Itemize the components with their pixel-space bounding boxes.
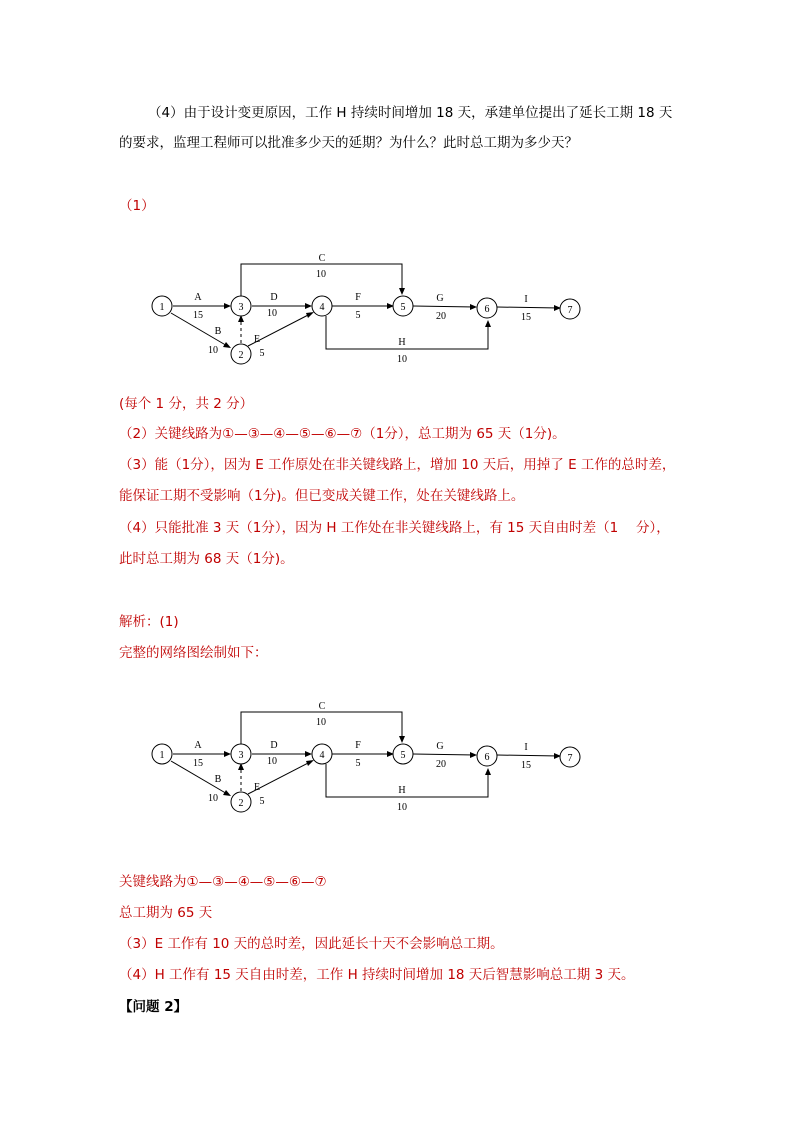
label-b-duration: 10	[208, 345, 218, 356]
label-b-name: B	[214, 774, 222, 785]
svg-text:3: 3	[238, 302, 244, 313]
svg-text:2: 2	[238, 350, 244, 361]
label-g-duration: 20	[436, 759, 446, 770]
question4-line1: （4）由于设计变更原因，工作 H 持续时间增加 18 天，承建单位提出了延长工期 18 天	[148, 105, 673, 121]
node-2	[231, 344, 251, 364]
label-h-name: H	[398, 785, 406, 796]
analysis-answer-3: （3）E 工作有 10 天的总时差，因此延长十天不会影响总工期。	[119, 936, 504, 952]
node-3	[231, 296, 251, 316]
edge-g	[413, 306, 475, 307]
node-1	[152, 296, 172, 316]
label-a-name: A	[194, 292, 202, 303]
answer-4-line1: （4）只能批准 3 天（1分），因为 H 工作处在非关键线路上，有 15 天自由时差（1 分），	[119, 520, 670, 536]
answer-3-line1: （3）能（1分），因为 E 工作原处在非关键线路上，增加 10 天后，用掉了 E 工作的总时差，	[119, 457, 676, 473]
node-6	[477, 298, 497, 318]
label-g-name: G	[436, 741, 444, 752]
label-a-duration: 15	[193, 310, 203, 321]
answer-3-line2: 能保证工期不受影响（1分)。但已变成关键工作，处在关键线路上。	[119, 488, 525, 504]
label-f-duration: 5	[355, 758, 361, 769]
node-1	[152, 744, 172, 764]
svg-text:7: 7	[567, 305, 573, 316]
svg-text:5: 5	[400, 750, 406, 761]
label-c-duration: 10	[316, 269, 326, 280]
question4-line2: 的要求，监理工程师可以批准多少天的延期？为什么？此时总工期为多少天？	[119, 135, 578, 151]
network-diagram-svg-2	[140, 698, 590, 816]
node-2	[231, 792, 251, 812]
node-3	[231, 744, 251, 764]
svg-text:4: 4	[319, 302, 325, 313]
network-diagram-svg	[140, 250, 590, 368]
svg-text:4: 4	[319, 750, 325, 761]
edge-i	[497, 307, 559, 308]
node-6	[477, 746, 497, 766]
label-c-name: C	[318, 701, 326, 712]
svg-text:3: 3	[238, 750, 244, 761]
analysis-intro: 完整的网络图绘制如下：	[119, 645, 268, 661]
answer-2: （2）关键线路为①—③—④—⑤—⑥—⑦（1分），总工期为 65 天（1分)。	[119, 426, 566, 442]
label-f-duration: 5	[355, 310, 361, 321]
label-e-duration: 5	[259, 348, 265, 359]
label-e-duration: 5	[259, 796, 265, 807]
svg-text:2: 2	[238, 798, 244, 809]
node-7	[560, 299, 580, 319]
label-b-duration: 10	[208, 793, 218, 804]
analysis-answer-4: （4）H 工作有 15 天自由时差，工作 H 持续时间增加 18 天后智慧影响总工期 3 天。	[119, 967, 635, 983]
score-note: (每个 1 分，共 2 分）	[119, 396, 254, 412]
label-i-duration: 15	[521, 312, 531, 323]
next-question-heading: 【问题 2】	[119, 999, 188, 1015]
label-h-duration: 10	[397, 802, 407, 813]
svg-text:7: 7	[567, 753, 573, 764]
label-c-duration: 10	[316, 717, 326, 728]
label-i-name: I	[524, 742, 528, 753]
label-d-duration: 10	[267, 756, 277, 767]
label-g-duration: 20	[436, 311, 446, 322]
label-f-name: F	[355, 740, 361, 751]
analysis-total-duration: 总工期为 65 天	[119, 905, 213, 921]
edge-h	[326, 316, 488, 349]
answer-label-1: （1）	[119, 198, 155, 214]
network-diagram-analysis	[140, 698, 590, 816]
label-e-name: E	[253, 334, 261, 345]
label-h-duration: 10	[397, 354, 407, 365]
label-f-name: F	[355, 292, 361, 303]
label-b-name: B	[214, 326, 222, 337]
network-diagram-answer	[140, 250, 590, 368]
svg-text:6: 6	[484, 304, 490, 315]
label-d-duration: 10	[267, 308, 277, 319]
node-7	[560, 747, 580, 767]
svg-text:1: 1	[159, 750, 165, 761]
analysis-title: 解析：(1)	[119, 614, 179, 630]
label-c-name: C	[318, 253, 326, 264]
label-g-name: G	[436, 293, 444, 304]
label-e-name: E	[253, 782, 261, 793]
svg-text:6: 6	[484, 752, 490, 763]
node-5	[393, 744, 413, 764]
label-d-name: D	[270, 740, 278, 751]
label-i-duration: 15	[521, 760, 531, 771]
label-a-name: A	[194, 740, 202, 751]
answer-4-line2: 此时总工期为 68 天（1分)。	[119, 551, 294, 567]
svg-text:5: 5	[400, 302, 406, 313]
label-d-name: D	[270, 292, 278, 303]
label-i-name: I	[524, 294, 528, 305]
label-a-duration: 15	[193, 758, 203, 769]
node-4	[312, 744, 332, 764]
svg-text:1: 1	[159, 302, 165, 313]
node-5	[393, 296, 413, 316]
label-h-name: H	[398, 337, 406, 348]
analysis-critical-path: 关键线路为①—③—④—⑤—⑥—⑦	[119, 874, 327, 890]
node-4	[312, 296, 332, 316]
